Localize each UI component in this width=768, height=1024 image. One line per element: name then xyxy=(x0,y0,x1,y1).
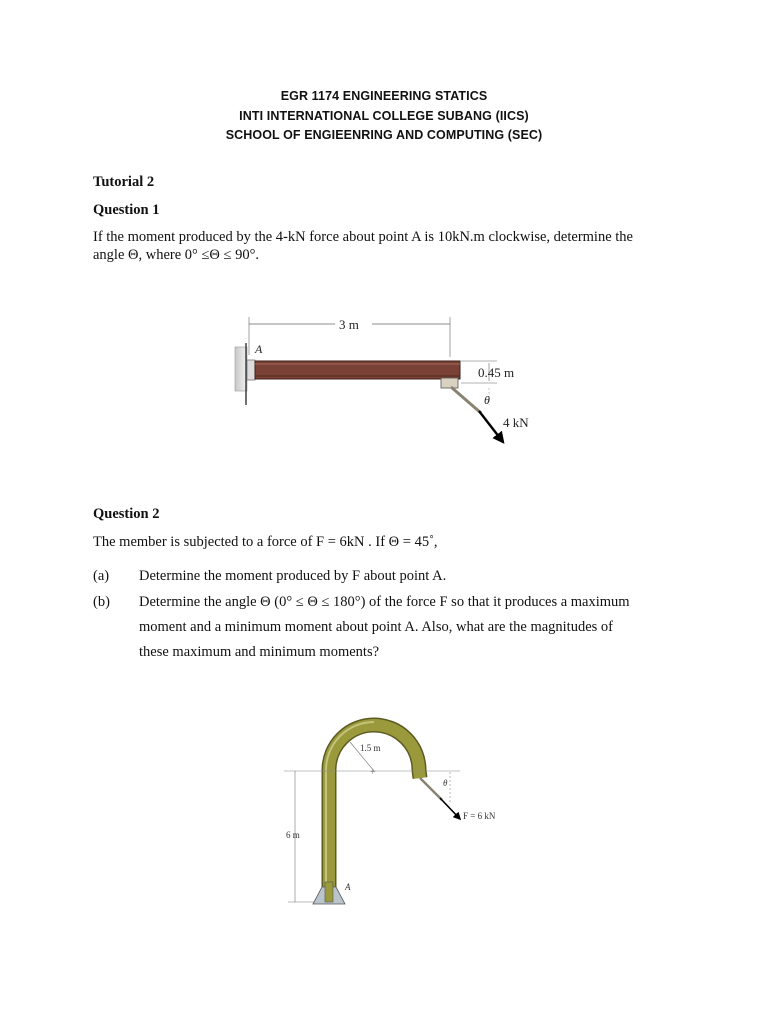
question-1-text-line-1: If the moment produced by the 4-kN force about point A is 10kN.m clockwise, determine the xyxy=(93,229,633,245)
part-b-text-line-2: moment and a minimum moment about point A. Also, what are the magnitudes of xyxy=(139,619,613,635)
height-label: 6 m xyxy=(286,830,300,840)
point-a-label-2: A xyxy=(345,882,351,892)
force-label-2: F = 6 kN xyxy=(463,811,496,821)
svg-text:+: + xyxy=(370,767,376,778)
point-a-label: A xyxy=(255,342,263,356)
part-a-text: Determine the moment produced by F about point A. xyxy=(139,568,447,584)
force-label: 4 kN xyxy=(503,415,529,430)
part-b-text-line-3: these maximum and minimum moments? xyxy=(139,644,380,660)
force-bracket xyxy=(441,378,458,388)
course-title: EGR 1174 ENGINEERING STATICS xyxy=(280,89,488,103)
question-2-intro: The member is subjected to a force of F = 6kN . If Θ = 45˚, xyxy=(93,534,438,550)
school-name: SCHOOL OF ENGIEENRING AND COMPUTING (SEC) xyxy=(225,128,543,142)
offset-label: 0.45 m xyxy=(478,365,515,380)
part-a-label: (a) xyxy=(93,568,110,584)
question-1-title: Question 1 xyxy=(93,202,160,218)
force-arrow xyxy=(479,411,503,442)
radius-label: 1.5 m xyxy=(360,743,381,753)
angle-label: θ xyxy=(484,393,490,407)
question-1-text-line-2: angle Θ, where 0° ≤Θ ≤ 90°. xyxy=(93,247,260,263)
pin-support xyxy=(313,882,345,904)
force-line-2 xyxy=(420,778,442,800)
question-2-figure xyxy=(270,712,530,922)
angle-label-2: θ xyxy=(443,778,448,788)
part-b-text-line-1: Determine the angle Θ (0° ≤ Θ ≤ 180°) of the force F so that it produces a maximum xyxy=(139,594,630,610)
force-line xyxy=(451,387,481,413)
length-label: 3 m xyxy=(339,317,359,332)
wall-support xyxy=(235,343,255,405)
college-name: INTI INTERNATIONAL COLLEGE SUBANG (IICS) xyxy=(239,109,529,123)
question-1-figure xyxy=(225,305,545,455)
question-2-title: Question 2 xyxy=(93,506,160,522)
tutorial-title: Tutorial 2 xyxy=(93,174,155,190)
part-b-label: (b) xyxy=(93,594,110,610)
